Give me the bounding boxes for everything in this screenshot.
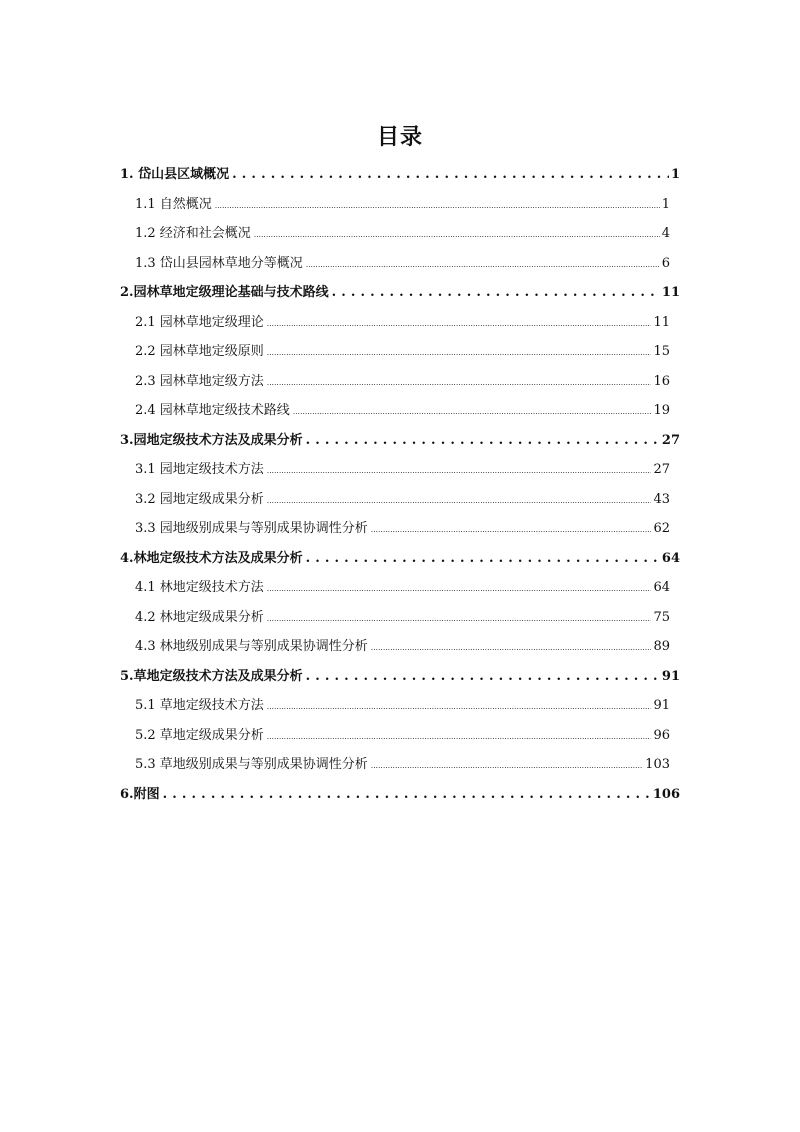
dot-leader — [254, 224, 660, 244]
dot-leader — [267, 696, 652, 716]
dot-leader — [267, 726, 652, 746]
dot-leader — [267, 372, 652, 392]
toc-page-number: 106 — [652, 786, 680, 802]
toc-entry-title: 5.2 草地定级成果分析 — [135, 727, 264, 743]
dot-leader — [267, 460, 652, 480]
dot-leader — [267, 342, 652, 362]
toc-page-number: 64 — [661, 550, 680, 566]
toc-page-number: 16 — [653, 373, 670, 389]
toc-chapter-entry[interactable] — [120, 667, 680, 687]
dot-leader — [306, 667, 660, 687]
toc-section-entry[interactable] — [135, 195, 670, 215]
toc-chapter-entry[interactable] — [120, 165, 680, 185]
toc-section-entry[interactable] — [135, 401, 670, 421]
toc-entry-title: 4.林地定级技术方法及成果分析 — [120, 550, 303, 566]
toc-page-number: 1 — [661, 196, 670, 212]
toc-entry-title: 2.3 园林草地定级方法 — [135, 373, 264, 389]
toc-section-entry[interactable] — [135, 460, 670, 480]
toc-entry-title: 1.3 岱山县园林草地分等概况 — [135, 255, 303, 271]
dot-leader — [371, 519, 652, 539]
toc-page-number: 11 — [653, 314, 670, 330]
toc-entry-title: 2.1 园林草地定级理论 — [135, 314, 264, 330]
toc-section-entry[interactable] — [135, 342, 670, 362]
toc-section-entry[interactable] — [135, 755, 670, 775]
toc-page-number: 62 — [653, 521, 670, 536]
dot-leader — [232, 165, 669, 185]
toc-entry-title: 2.园林草地定级理论基础与技术路线 — [120, 285, 329, 300]
toc-section-entry[interactable] — [135, 313, 670, 333]
toc-entry-title: 4.3 林地级别成果与等别成果协调性分析 — [135, 639, 368, 654]
toc-page-number: 6 — [661, 255, 670, 271]
toc-section-entry[interactable] — [135, 224, 670, 244]
toc-entry-title: 1.1 自然概况 — [135, 196, 212, 212]
toc-section-entry[interactable] — [135, 726, 670, 746]
toc-section-entry[interactable] — [135, 578, 670, 598]
dot-leader — [293, 401, 652, 421]
toc-entry-title: 1. 岱山县区域概况 — [120, 167, 230, 182]
toc-page-number: 11 — [661, 285, 680, 300]
toc-entry-title: 6.附图 — [120, 786, 160, 802]
toc-page-number: 1 — [670, 167, 680, 182]
dot-leader — [267, 313, 652, 333]
toc-page-number: 27 — [653, 462, 670, 477]
dot-leader — [306, 254, 660, 274]
toc-chapter-entry[interactable] — [120, 785, 680, 805]
toc-section-entry[interactable] — [135, 254, 670, 274]
toc-entry-title: 5.3 草地级别成果与等别成果协调性分析 — [135, 757, 368, 772]
toc-entry-title: 2.4 园林草地定级技术路线 — [135, 403, 290, 418]
dot-leader — [215, 195, 660, 215]
toc-page-number: 103 — [645, 757, 670, 772]
toc-section-entry[interactable] — [135, 372, 670, 392]
toc-entry-title: 4.2 林地定级成果分析 — [135, 609, 264, 625]
dot-leader — [306, 431, 660, 451]
dot-leader — [306, 549, 660, 569]
dot-leader — [267, 578, 652, 598]
dot-leader — [371, 755, 643, 775]
toc-entry-title: 5.1 草地定级技术方法 — [135, 698, 264, 713]
dot-leader — [371, 637, 652, 657]
toc-entry-title: 4.1 林地定级技术方法 — [135, 580, 264, 595]
toc-entry-title: 3.园地定级技术方法及成果分析 — [120, 432, 303, 448]
toc-section-entry[interactable] — [135, 608, 670, 628]
toc-page-number: 15 — [653, 344, 670, 359]
toc-page-number: 4 — [661, 226, 670, 241]
toc-title: 目录 — [376, 124, 423, 150]
toc-page-number: 64 — [653, 580, 670, 595]
toc-entry-title: 1.2 经济和社会概况 — [135, 226, 251, 241]
dot-leader — [163, 785, 651, 805]
toc-page-number: 96 — [653, 727, 670, 743]
toc-chapter-entry[interactable] — [120, 549, 680, 569]
toc-section-entry[interactable] — [135, 490, 670, 510]
toc-page-number: 91 — [661, 668, 680, 684]
dot-leader — [332, 283, 660, 303]
toc-chapter-entry[interactable] — [120, 431, 680, 451]
toc-entry-title: 3.3 园地级别成果与等别成果协调性分析 — [135, 521, 368, 536]
toc-section-entry[interactable] — [135, 519, 670, 539]
toc-entry-title: 3.1 园地定级技术方法 — [135, 462, 264, 477]
toc-page-number: 19 — [653, 403, 670, 418]
toc-section-entry[interactable] — [135, 637, 670, 657]
dot-leader — [267, 490, 652, 510]
toc-entry-title: 5.草地定级技术方法及成果分析 — [120, 668, 303, 684]
toc-page-number: 75 — [653, 609, 670, 625]
toc-chapter-entry[interactable] — [120, 283, 680, 303]
toc-entry-title: 2.2 园林草地定级原则 — [135, 344, 264, 359]
toc-entry-title: 3.2 园地定级成果分析 — [135, 491, 264, 507]
toc-page-number: 43 — [653, 491, 670, 507]
dot-leader — [267, 608, 652, 628]
toc-page-number: 89 — [653, 639, 670, 654]
toc-section-entry[interactable] — [135, 696, 670, 716]
toc-page-number: 27 — [661, 432, 680, 448]
toc-page-number: 91 — [653, 698, 670, 713]
